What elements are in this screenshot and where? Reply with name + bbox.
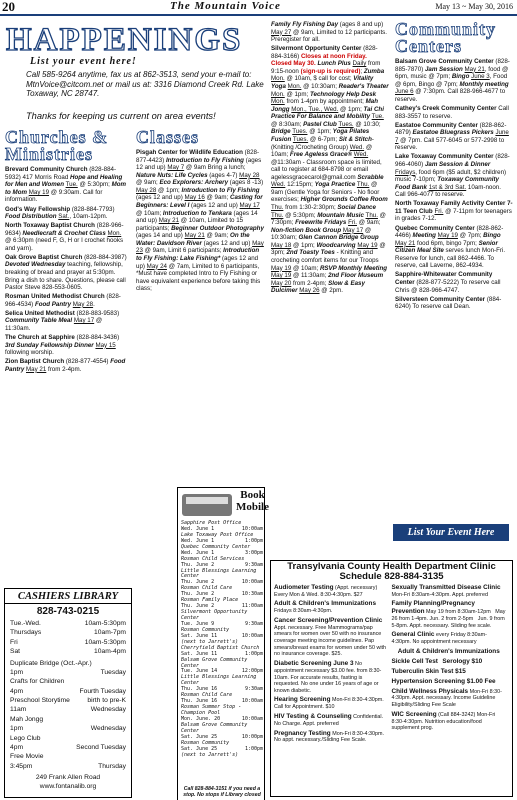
library-phone: 828-743-0215 [36,606,100,617]
bookmobile-stop-label: (next to Jarrett's) [181,751,239,758]
bookmobile-stop-time: 9:30am [244,686,263,693]
bookmobile-stop-label: Little Blessings Learning Center [181,674,257,687]
library-event-label: Mah Jongg [10,715,44,723]
bookmobile-stop-time: 12:00pm [241,668,263,675]
list-item: God's Way Fellowship (828-884-7793) Food Distribution Sat., 10am-12pm. [5,205,115,221]
bookmobile-stop-label: Tue. June 9 [181,620,215,627]
community-title: Community Centers [395,19,497,57]
library-events [5,659,131,772]
library-event-row [10,715,126,724]
bookmobile-stop-label: Rosman Summer Stop - Champion Pool [181,704,242,716]
library-event-label: 11am [10,706,27,714]
bookmobile-stop-time: 10:00am [241,698,263,705]
masthead: The Mountain Voice [170,0,281,12]
library-hours-row [10,628,126,637]
library-event-row [10,659,126,668]
bookmobile-stop-label: Thu. June 2 [181,561,215,568]
library-event-label: Preschool Storytime [10,697,70,704]
classes-column [136,129,265,294]
list-item: North Toxaway Baptist Church (828-966-9634) Needlecraft & Crochet Class Mon. @ 6:30pm (need F, G, H or I crochet hooks and yarn). [5,222,124,252]
library-event-row [10,724,126,733]
bookmobile-stop-time: 9:30am [244,620,263,627]
bookmobile-stop-label: Rosman Community [181,626,230,633]
library-time: 10am-7pm [94,629,126,637]
bookmobile-stop-time: 11:00am [241,603,263,610]
health-clinic-box [270,560,513,797]
bookmobile-stop-label: Thu. June 2 [181,603,215,610]
library-event-when: Thursday [98,762,126,770]
bookmobile-box [177,487,269,800]
bookmobile-stop-time: 10:00am [241,632,263,639]
library-hours-row [10,647,126,656]
bookmobile-stop-row [181,723,263,735]
happenings-intro: Call 585-9264 anytime, fax us at 862-3513, send your e-mail to: MtnVoice@citcom.net or mail us at: 3316 Diamond Creek Rd. Lake Toxaway, NC 28747. [26,70,264,99]
community-column [395,21,513,312]
bookmobile-stop-label: Sat. June 11 [181,650,218,657]
library-event-when: Wednesday [90,706,126,714]
events-column [271,21,389,296]
library-event-row [10,687,126,696]
list-item: Sapphire-Whitewater Community Center (828-877-5222) To reserve call Chris @ 828-966-4747. [395,271,501,294]
bookmobile-stop-label: Rosman Child Services [181,555,245,562]
library-event-row [10,752,126,761]
bookmobile-stop-label: Rosman Child Care [181,692,233,699]
bookmobile-stop-label: Tue. June 14 [181,668,218,675]
bookmobile-stop-label: Quebec Community Center [181,543,251,550]
page-number: 20 [2,0,15,14]
bookmobile-stop-time: 3:00pm [244,549,263,556]
bookmobile-stop-time: 10:00am [241,579,263,586]
bookmobile-stops [181,521,263,759]
bus-icon [182,494,232,516]
library-event-label: 4pm [10,687,24,695]
bookmobile-title: Book Mobile [236,489,269,513]
library-event-label: 3:45pm [10,762,33,770]
library-box [4,588,132,798]
bookmobile-stop-label: Sapphire Post Office [181,520,242,526]
list-item: Oak Grove Baptist Church (828-884-3987) Devoted Wednesday teaching, fellowship, breaking of bread and prayer at 5:30pm. Bring a dish to share. Questions, please call Pastor Steve 828-553-0605. [5,253,127,292]
list-item: Cathey's Creek Community Center Call 883-3557 to reserve. [395,105,509,120]
list-item: Family Fly Fishing Day (ages 8 and up) May 27 @ 9am, Limited to 12 participants. Preregister for all. [271,21,387,44]
health-col-right: Sexually Transmitted Disease Clinic Mon-Fri 8:30am-4:30pm. Appt. preferred Family Planning/Pregnancy Prevention May 19 from 8:30am-12pm May 26 from 1-4pm. Jun. 2 from 2-5pm Jun. 9 from 5-8pm. Appt. necessary. Sliding fee scale. General Clinic every Friday 8:30am-4:30pm. No appointment necessary Adult & Children's Immunizations Sickle Cell Test Serology $10 Tuberculin Skin Test $15 Hypertension Screening $1.00 Fee Child Wellness Physicals Mon-Fri 8:30-4:30pm. Appt. necessary. Income Guideline Eligibility/Sliding Fee Scale WIC Screening (Call 884-3242) Mon-Fri 8:30-4:30pm. Nutrition education/food supplement prog. [391,583,506,732]
library-day: Fri [10,638,18,646]
list-item: Selica United Methodist (828-883-9583) Community Table Meal May 17 @ 11:30am. [5,309,120,332]
bookmobile-stop-label: Mon. June. 20 [181,715,221,722]
library-time: 10am-5:30pm [84,620,126,627]
bookmobile-stop-label: Balsam Grove Community Center [181,656,248,669]
library-event-label: Lego Club [10,734,41,742]
happenings-title: HAPPENINGS [6,22,243,58]
bookmobile-stop-row [181,753,263,759]
library-event-when: Second Tuesday [76,743,126,751]
library-title: CASHIERS LIBRARY [5,591,131,604]
health-col-left: Audiometer Testing (Appt. necessary) Every Mon & Wed. 8:30-4:30pm. $27 Adult & Children's Immunizations Fridays 8:30am-4:30pm. Cancer Screening/Prevention Clinic Appt. necessary. Free Mammograms/pap smears for women over 50 with no insurance coverage meeting income guidelines. Pap smears/breast exams for women under 50 with no insurance coverage. $25. Diabetic Screening June 3 No appointment necessary $3.00 fee. from 8:30-10am. For accurate results, fasting is requested. No one under 16 years of age or known diabetic. Hearing Screening Mon-Fri 8:30-4:30pm. Call for Appointment. $10 HIV Testing & Counseling Confidential. No Charge. Appt. preferred Pregnancy Testing Mon-Fri 8:30-4:30pm. No appt. necessary./Sliding Fee Scale. [274,583,387,744]
classes-title: Classes [136,127,200,147]
list-item: Silvermont Opportunity Center (828-884-3166) Closes at noon Friday. Closed May 30. Lunch Plus Daily from 9:15-noon (sign-up is required); Zumba Mon. @ 10am, $ call for cost; Vitality Yoga Mon. @ 10:30am; Reader's Theater Mon. @ 1pm; Technology Help Desk Mon. from 1-4pm by appointment; Mah Jongg Mon., Tue., Wed. @ 1pm; Tai Chi Practice For Balance and Mobility Tue. @ 8:30am; Pastel Club Tues. @ 10:30; Bridge Tues. @ 1pm; Yoga Pilates Fusion Tues. @ 6-7pm; Sit & Stitch-(Knitting /Crocheting Group) Wed. @ 10am; Free Ageless Grace® Wed. @11:30am - Classroom space is limited, call to register at 684-8798 or email agelessgracecarol@gmail.com Scrabble Wed. 12:15pm; Yoga Practice Thu. @ 9am (Gentle Yoga for Seniors - No floor exercises; Higher Grounds Coffee Room Thu. from 1:30-2:30pm; Social Dance Thu. @ 5:30pm; Mountain Music Thu. @ 7:30pm; Freewrite Fridays Fri. @ 9am; Non-fiction Book Group May 17 @ 10:30am; Glen Cannon Bridge Group May 18 @ 1pm; Woodcarving May 19 @ 3pm; 2nd Toasty Toes - Knitting and crocheting comfort items for our Troops May 19 @ 10am; RSVP Monthly Meeting May 19 @ 11:30am; 2nd Floor Museum May 20 from 2-4pm; Slow & Easy Dulcimer May 26 @ 2pm. [271,45,389,295]
list-item: Lake Toxaway Community Center (828-966-4060) Jam Session & Dinner Fridays, food 6pm ($5 adult, $2 children) music 7-10pm; Toxaway Community Food Bank 1st & 3rd Sat. 10am-noon. Call 966-4077 to reserve. [395,153,510,199]
library-time: 10am-5:30pm [84,638,126,646]
library-day: Tue.-Wed. [10,620,41,627]
library-event-label: Crafts for Children [10,678,65,686]
list-event-banner: List Your Event Here [393,524,509,541]
bookmobile-stop-label: Lake Toxaway Post Office [181,531,254,538]
list-item: Silversteen Community Center (884-6240) To reserve call Dean. [395,295,502,311]
list-item: Eastatoe Community Center (828-862-4879) Eastatoe Bluegrass Pickers June 7 @ 7pm. Call 577-6045 or 577-2998 to reserve. [395,121,509,152]
bookmobile-stop-label: Sat. June 25 [181,745,218,752]
list-item: Pisgah Center for Wildlife Education (828-877-4423) Introduction to Fly Fishing (ages 12 and up) May 7 @ 9am Bring a lunch; Nature Nuts: Life Cycles (ages 4-7) May 28 @ 9am; Eco Explorers: Archery (ages 8 -13) May 28 @ 1pm; Introduction to Fly Fishing (ages 12 and up) May 16 @ 9am; Casting for Beginners: Level I (ages 12 and up) May 17 @ 10am; Introduction to Tenkara (ages 14 and up) May 21 @ 10am, Limited to 15 participants; Beginner Outdoor Photography (ages 14 and up) May 21 @ 9am; On the Water: Davidson River (ages 12 and up) May 23 @ 9am, Limit 6 participants; Introduction to Fly Fishing: Lake Fishing* (ages 12 and up) May 24 @ 7am, Limited to 6 participants, *Must have completed Intro to Fly Fishing or have equivalent experience before taking this class; [136,149,264,293]
library-address: 249 Frank Allen Road [35,774,101,781]
list-item: Balsam Grove Community Center (828-885-7870) Jam Session May 21, food @ 6pm, music @ 7pm; Bingo June 3, Food @ 6pm, Bingo @ 7pm; Monthly meeting June 6 @ 7:30pm. Call 828-966-4677 to reserve. [395,58,510,103]
library-hours-row [10,638,126,647]
list-item: Rosman United Methodist Church (828-966-4534) Food Pantry May 28. [5,293,121,308]
page-header [0,0,517,16]
library-day: Thursdays [10,629,42,637]
bookmobile-stop-label: Thu. June 2 [181,579,215,586]
library-day: Sat [10,648,21,656]
list-item: North Toxaway Family Activity Center 7-11 Teen Club Fri. @ 7-11pm for teenagers in grades 7-12. [395,200,513,223]
list-item: Brevard Community Church (828-884-5932) 417 Morris Road Hope and Healing for Men and Women Tue. @ 5:30pm; Mom to Mom May 19 @ 9:30am. Call for information. [5,166,127,204]
issue-date: May 13 ~ May 30, 2016 [435,2,513,11]
library-event-label: 1pm [10,725,24,733]
health-title: Transylvania County Health Department Clinic Schedule 828-884-3135 [287,561,496,582]
bookmobile-stop-label: Rosman Child Care [181,585,233,592]
list-item: Zion Baptist Church (828-877-4554) Food Pantry May 21 from 2-4pm. [5,358,126,373]
library-event-label: Free Movie [10,753,44,761]
bookmobile-stop-time: 10:30am [241,591,263,598]
library-time: 10am-4pm [94,648,126,656]
bookmobile-stop-label: Sat. June 25 [181,733,218,740]
library-event-when: birth to pre-K [87,697,126,704]
library-hours-row [10,619,126,628]
bookmobile-stop-label: Thu. June 16 [181,686,218,693]
library-event-label: 4pm [10,743,24,751]
bookmobile-stop-label: Thu. June 16 [181,698,218,705]
bookmobile-stop-time: 1:00pm [244,537,263,544]
bookmobile-stop-label: Wed. June 1 [181,525,215,532]
churches-column [5,129,129,375]
bookmobile-stop-label: Wed. June 1 [181,549,215,556]
library-event-when: Fourth Tuesday [79,687,126,695]
library-event-row [10,677,126,686]
bookmobile-stop-time: 10:00am [241,525,263,532]
library-hours [5,619,131,657]
list-item: Quebec Community Center (828-862-4466) Meeting May 19 @ 7pm; Bingo May 21 food 6pm, bingo 7pm; Senior Citizen Meal Site serves lunch Mon-Fri. Reserve for lunch, call 862-4466. To reserve, call Laverne, 862-4934. [395,224,506,270]
library-event-when: Wednesday [90,725,126,733]
bookmobile-stop-label: Silvermont Opportunity Center [181,609,248,621]
bookmobile-stop-label: (next to Jarrett's) [181,638,239,645]
bookmobile-stop-label: Balsam Grove Community Center [181,721,248,734]
bookmobile-stop-label: Thu. June 2 [181,591,215,598]
library-event-label: 1pm [10,668,24,676]
happenings-tagline: List your event here! [30,56,137,67]
bookmobile-footer: Call 828-884-3151 if you need a stop. No stops if Library closed [183,786,261,798]
library-event-row [10,705,126,714]
library-event-label: Duplicate Bridge (Oct.-Apr.) [10,659,92,667]
library-event-row [10,668,126,677]
bookmobile-stop-label: Rosman Community [181,739,230,746]
bookmobile-stop-time: 9:30am [244,561,263,568]
bookmobile-stop-label: Rosman Family Place [181,597,239,604]
library-event-row [10,696,126,705]
happenings-thanks: Thanks for keeping us current on area events! [26,111,216,121]
library-event-row [10,743,126,752]
bookmobile-stop-label: Little Blessings Learning Center [181,567,257,580]
library-event-row [10,762,126,771]
library-event-when: Tuesday [100,668,126,676]
bookmobile-stop-time: 10:00pm [241,733,263,740]
bookmobile-stop-time: 1:00pm [244,745,263,752]
bookmobile-stop-label: Cherryfield Baptist Church [181,644,260,651]
list-item: The Church at Sapphire (828-884-3436) 3rd Sunday Fellowship Dinner May 15 following worship. [5,334,120,357]
library-web: www.fontanalib.org [39,783,97,791]
library-event-row [10,734,126,743]
churches-title: Churches & Ministries [5,127,109,165]
bookmobile-stop-label: Wed. June 1 [181,537,215,544]
bookmobile-stop-time: 10:00am [241,715,263,722]
bookmobile-stop-time: 1:00pm [244,650,263,657]
bookmobile-stop-label: Sat. June 11 [181,632,218,639]
